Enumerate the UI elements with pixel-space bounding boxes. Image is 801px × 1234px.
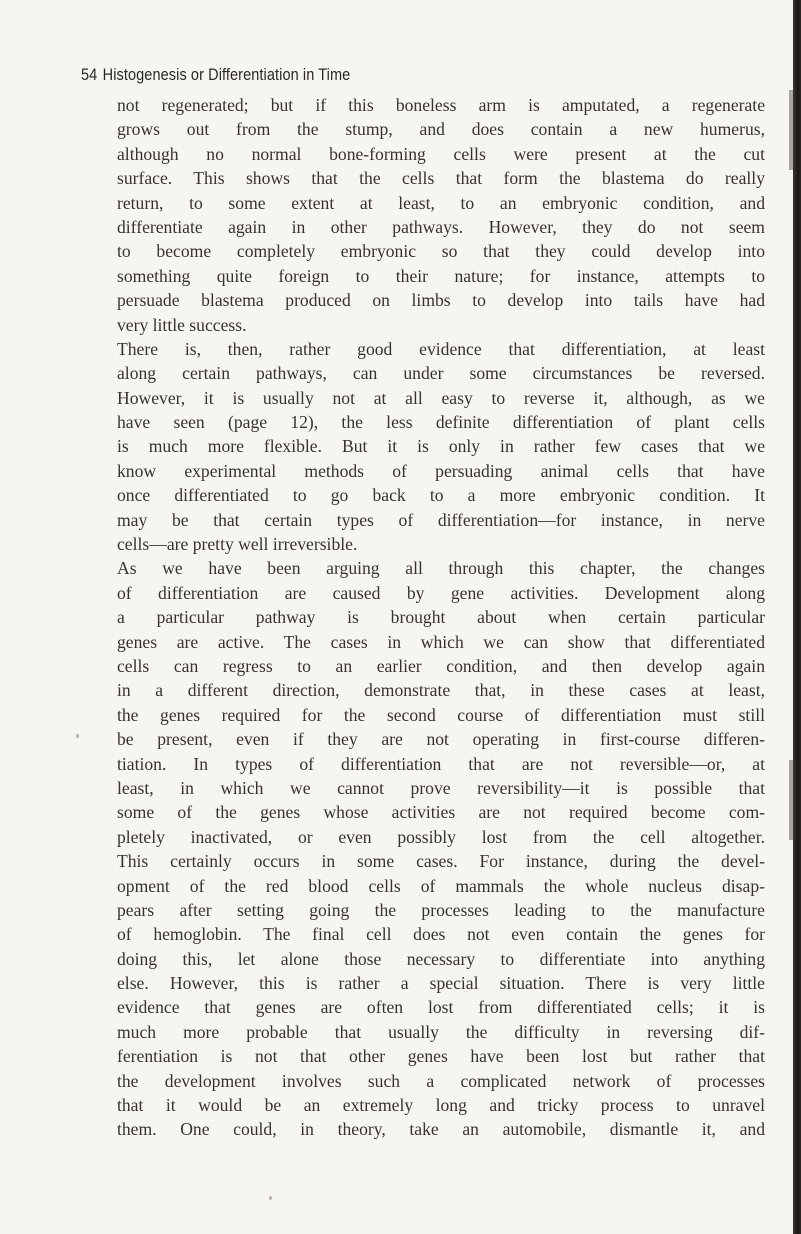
edge-notch: [789, 90, 793, 170]
text-line: much more probable that usually the difficulty in reversing dif-: [117, 1021, 765, 1042]
text-line: not regenerated; but if this boneless arm is amputated, a regenerate: [117, 95, 765, 115]
text-line: return, to some extent at least, to an embryonic condition, and: [117, 192, 765, 213]
text-line: in a different direction, demonstrate that, in these cases at least,: [117, 680, 765, 701]
text-line: grows out from the stump, and does contain a new humerus,: [117, 119, 765, 140]
text-line: something quite foreign to their nature; for instance, attempts to: [117, 265, 765, 286]
text-line: them. One could, in theory, take an automobile, dismantle it, and: [117, 1119, 765, 1140]
text-line: know experimental methods of persuading animal cells that have: [117, 460, 765, 481]
text-line: opment of the red blood cells of mammals the whole nucleus disap-: [117, 875, 765, 896]
body-text: [117, 93, 765, 1142]
text-line: once differentiated to go back to a more embryonic condition. It: [117, 485, 765, 506]
text-line: As we have been arguing all through this chapter, the changes: [117, 558, 765, 579]
text-line: This certainly occurs in some cases. For instance, during the devel-: [117, 851, 765, 872]
text-line: the genes required for the second course of differentiation must still: [117, 704, 765, 725]
text-line: is much more flexible. But it is only in rather few cases that we: [117, 436, 765, 457]
text-line: very little success.: [117, 314, 247, 335]
paper-speck: [269, 1196, 272, 1200]
text-line: of hemoglobin. The final cell does not even contain the genes for: [117, 924, 765, 945]
text-line: evidence that genes are often lost from differentiated cells; it is: [117, 997, 765, 1018]
paragraph-1: [117, 93, 765, 337]
text-line: persuade blastema produced on limbs to develop into tails have had: [117, 290, 765, 311]
text-line: some of the genes whose activities are not required become com-: [117, 802, 765, 823]
edge-notch: [789, 760, 793, 840]
text-line: doing this, let alone those necessary to differentiate into anything: [117, 948, 765, 969]
page-edge-shadow: [793, 0, 801, 1234]
text-line: least, in which we cannot prove reversibility—it is possible that: [117, 777, 765, 798]
text-line: a particular pathway is brought about when certain particular: [117, 607, 765, 628]
text-line: There is, then, rather good evidence that differentiation, at least: [117, 338, 765, 359]
text-line: may be that certain types of differentiation—for instance, in nerve: [117, 509, 765, 530]
text-line: tiation. In types of differentiation that are not reversible—or, at: [117, 753, 765, 774]
text-line: be present, even if they are not operating in first-course differen-: [117, 729, 765, 750]
text-line: However, it is usually not at all easy to reverse it, although, as we: [117, 387, 765, 408]
chapter-title: Histogenesis or Differentiation in Time: [102, 66, 351, 84]
text-line: that it would be an extremely long and tricky process to unravel: [117, 1095, 765, 1116]
page-number: 54: [81, 66, 98, 84]
text-line: surface. This shows that the cells that form the blastema do really: [117, 168, 765, 189]
paper-speck: [76, 734, 79, 738]
text-line: cells can regress to an earlier condition, and then develop again: [117, 655, 765, 676]
text-line: although no normal bone-forming cells were present at the cut: [117, 143, 765, 164]
text-line: to become completely embryonic so that they could develop into: [117, 241, 765, 262]
text-line: genes are active. The cases in which we can show that differentiated: [117, 631, 765, 652]
paragraph-2: [117, 337, 765, 557]
text-line: differentiate again in other pathways. However, they do not seem: [117, 216, 765, 237]
text-line: have seen (page 12), the less definite differentiation of plant cells: [117, 412, 765, 433]
text-line: the development involves such a complicated network of processes: [117, 1070, 765, 1091]
text-line: along certain pathways, can under some circumstances be reversed.: [117, 363, 765, 384]
paragraph-3: [117, 556, 765, 1141]
text-line: ferentiation is not that other genes have been lost but rather that: [117, 1046, 765, 1067]
text-line: pletely inactivated, or even possibly lost from the cell altogether.: [117, 826, 765, 847]
text-line: pears after setting going the processes leading to the manufacture: [117, 899, 765, 920]
text-line: else. However, this is rather a special situation. There is very little: [117, 973, 765, 994]
text-line: of differentiation are caused by gene activities. Development along: [117, 582, 765, 603]
text-line: cells—are pretty well irreversible.: [117, 534, 358, 555]
running-head: [81, 66, 350, 85]
